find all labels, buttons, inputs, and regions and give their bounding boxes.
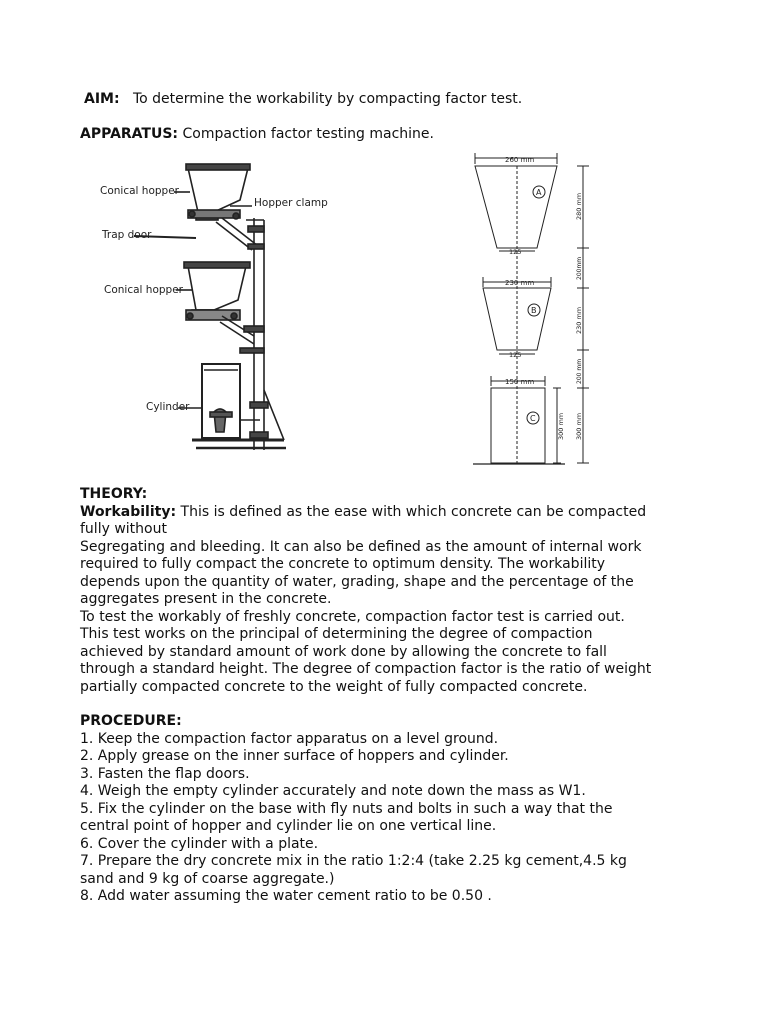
apparatus-text: Compaction factor testing machine.: [182, 126, 434, 142]
theory-line-1-text: This is defined as the ease with which concrete can be compacted: [180, 503, 647, 520]
procedure-step-1: 1. Keep the compaction factor apparatus on a level ground.: [80, 730, 499, 747]
dim-125-a: 125: [509, 248, 522, 256]
workability-label: Workability:: [80, 503, 177, 520]
theory-section: [80, 486, 720, 696]
apparatus-label: APPARATUS:: [80, 126, 179, 142]
procedure-step-2: 2. Apply grease on the inner surface of hoppers and cylinder.: [80, 748, 509, 764]
label-conical-hopper-top: Conical hopper: [100, 185, 179, 197]
vdim-300-inner: 300 mm: [557, 412, 565, 440]
procedure-step-4: 4. Weigh the empty cylinder accurately and note down the mass as W1.: [80, 783, 586, 799]
theory-line-2: fully without: [80, 521, 167, 537]
procedure-step-3: 3. Fasten the flap doors.: [80, 765, 250, 782]
dim-150: 150 mm: [505, 378, 535, 386]
procedure-section: [80, 713, 720, 906]
hopper-b-label: B: [531, 306, 537, 315]
theory-line-9: achieved by standard amount of work done by allowing the concrete to fall: [80, 643, 607, 660]
label-cylinder: Cylinder: [146, 401, 190, 413]
dim-125-b: 125: [509, 351, 522, 359]
procedure-heading: PROCEDURE:: [80, 713, 182, 729]
label-trap-door: Trap door: [102, 229, 152, 241]
theory-line-6: aggregates present in the concrete.: [80, 591, 332, 607]
hopper-a-label: A: [536, 188, 542, 197]
apparatus-diagram: [96, 150, 396, 475]
dim-260: 260 mm: [505, 156, 535, 164]
cylinder-c-label: C: [530, 414, 536, 423]
procedure-step-5a: 5. Fix the cylinder on the base with fly nuts and bolts in such a way that the: [80, 800, 613, 817]
aim-line: [84, 91, 522, 109]
label-hopper-clamp: Hopper clamp: [254, 197, 328, 209]
theory-line-10: through a standard height. The degree of compaction factor is the ratio of weight: [80, 661, 652, 677]
dimension-diagram: [465, 148, 600, 473]
vdim-230: 230 mm: [575, 306, 583, 334]
theory-line-4: required to fully compact the concrete to optimum density. The workability: [80, 556, 606, 572]
theory-heading: THEORY:: [80, 486, 148, 502]
vdim-200-a: 200mm: [576, 256, 583, 280]
apparatus-line: [80, 126, 434, 144]
aim-text: To determine the workability by compacting factor test.: [132, 91, 523, 107]
theory-line-5: depends upon the quantity of water, grading, shape and the percentage of the: [80, 573, 634, 590]
dim-230: 230 mm: [505, 279, 535, 287]
vdim-200-b: 200 mm: [576, 358, 583, 384]
procedure-step-7a: 7. Prepare the dry concrete mix in the ratio 1:2:4 (take 2.25 kg cement,4.5 kg: [80, 853, 627, 869]
procedure-step-6: 6. Cover the cylinder with a plate.: [80, 835, 319, 852]
vdim-280: 280 mm: [575, 192, 583, 220]
label-conical-hopper-bottom: Conical hopper: [104, 284, 183, 296]
procedure-step-8: 8. Add water assuming the water cement ratio to be 0.50 .: [80, 888, 492, 904]
procedure-step-7b: sand and 9 kg of coarse aggregate.): [80, 870, 335, 887]
theory-line-8: This test works on the principal of determining the degree of compaction: [80, 626, 593, 642]
vdim-300-outer: 300 mm: [575, 412, 583, 440]
theory-line-1: [80, 504, 720, 522]
aim-label: AIM:: [84, 91, 120, 107]
theory-line-11: partially compacted concrete to the weight of fully compacted concrete.: [80, 678, 588, 695]
theory-line-3: Segregating and bleeding. It can also be defined as the amount of internal work: [80, 538, 642, 555]
procedure-step-5b: central point of hopper and cylinder lie on one vertical line.: [80, 818, 497, 834]
theory-line-7: To test the workably of freshly concrete, compaction factor test is carried out.: [80, 608, 625, 625]
